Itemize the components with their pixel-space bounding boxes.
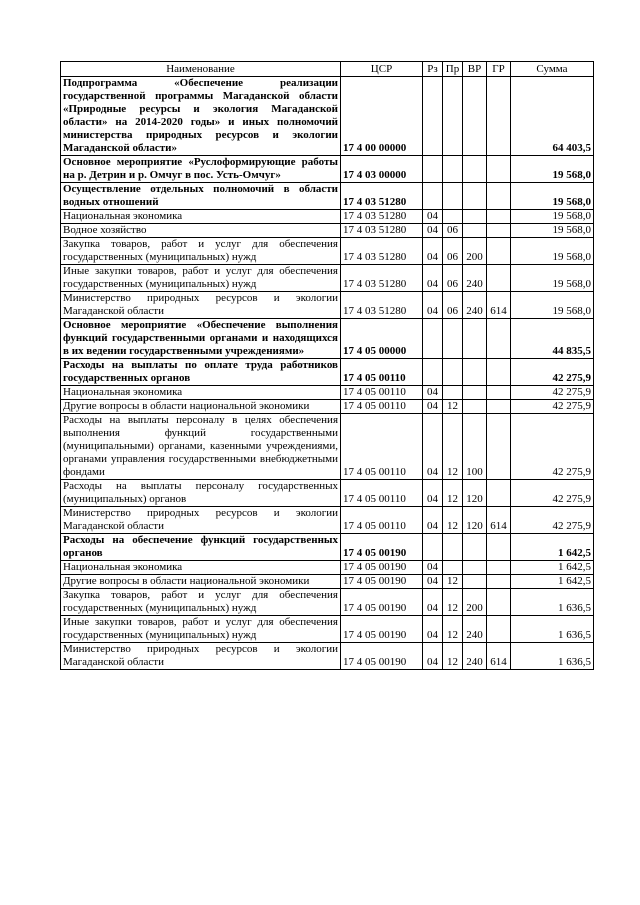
cell-csr: 17 4 05 00190: [341, 561, 423, 575]
table-row: [61, 534, 594, 561]
cell-pr: [443, 77, 463, 156]
header-row: [61, 62, 594, 77]
cell-name: Закупка товаров, работ и услуг для обеспечения государственных (муниципальных) нужд: [61, 238, 341, 265]
cell-vr: [463, 224, 487, 238]
cell-gr: [487, 183, 511, 210]
cell-sum: 19 568,0: [511, 238, 594, 265]
table-row: [61, 616, 594, 643]
table-row: [61, 238, 594, 265]
cell-csr: 17 4 05 00110: [341, 480, 423, 507]
cell-csr: 17 4 03 51280: [341, 210, 423, 224]
table-row: [61, 643, 594, 670]
cell-sum: 42 275,9: [511, 414, 594, 480]
table-row: [61, 561, 594, 575]
cell-name: Основное мероприятие «Руслоформирующие работы на р. Детрин и р. Омчуг в пос. Усть-Омчуг»: [61, 156, 341, 183]
cell-rz: 04: [423, 575, 443, 589]
table-row: [61, 386, 594, 400]
table-row: [61, 77, 594, 156]
cell-rz: 04: [423, 265, 443, 292]
cell-gr: [487, 224, 511, 238]
cell-sum: 19 568,0: [511, 156, 594, 183]
cell-name: Министерство природных ресурсов и экологии Магаданской области: [61, 643, 341, 670]
cell-vr: 240: [463, 616, 487, 643]
col-header-vr: ВР: [463, 62, 487, 77]
cell-csr: 17 4 05 00000: [341, 319, 423, 359]
table-row: [61, 210, 594, 224]
cell-rz: 04: [423, 589, 443, 616]
cell-name: Закупка товаров, работ и услуг для обеспечения государственных (муниципальных) нужд: [61, 589, 341, 616]
cell-gr: [487, 589, 511, 616]
cell-sum: 42 275,9: [511, 480, 594, 507]
cell-name: Расходы на выплаты по оплате труда работников государственных органов: [61, 359, 341, 386]
cell-sum: 19 568,0: [511, 265, 594, 292]
cell-rz: 04: [423, 292, 443, 319]
cell-vr: [463, 400, 487, 414]
cell-sum: 19 568,0: [511, 183, 594, 210]
cell-rz: 04: [423, 210, 443, 224]
table-row: [61, 480, 594, 507]
budget-table: [60, 61, 594, 670]
cell-gr: [487, 561, 511, 575]
cell-pr: 12: [443, 414, 463, 480]
cell-gr: 614: [487, 292, 511, 319]
cell-rz: 04: [423, 238, 443, 265]
cell-pr: 12: [443, 643, 463, 670]
cell-csr: 17 4 05 00110: [341, 400, 423, 414]
cell-rz: [423, 359, 443, 386]
cell-csr: 17 4 05 00110: [341, 414, 423, 480]
cell-gr: 614: [487, 507, 511, 534]
cell-rz: 04: [423, 400, 443, 414]
cell-pr: 12: [443, 480, 463, 507]
cell-csr: 17 4 03 51280: [341, 265, 423, 292]
cell-rz: 04: [423, 224, 443, 238]
cell-csr: 17 4 03 51280: [341, 292, 423, 319]
cell-csr: 17 4 05 00110: [341, 386, 423, 400]
cell-name: Другие вопросы в области национальной экономики: [61, 400, 341, 414]
cell-vr: 240: [463, 265, 487, 292]
cell-name: Национальная экономика: [61, 561, 341, 575]
cell-pr: [443, 386, 463, 400]
cell-csr: 17 4 05 00190: [341, 643, 423, 670]
cell-pr: [443, 359, 463, 386]
cell-csr: 17 4 03 51280: [341, 224, 423, 238]
cell-pr: [443, 183, 463, 210]
cell-rz: [423, 77, 443, 156]
cell-csr: 17 4 03 51280: [341, 183, 423, 210]
col-header-gr: ГР: [487, 62, 511, 77]
cell-gr: [487, 77, 511, 156]
cell-rz: [423, 156, 443, 183]
cell-gr: [487, 319, 511, 359]
table-row: [61, 224, 594, 238]
cell-sum: 42 275,9: [511, 359, 594, 386]
cell-pr: [443, 156, 463, 183]
cell-csr: 17 4 05 00190: [341, 589, 423, 616]
table-row: [61, 265, 594, 292]
cell-vr: [463, 156, 487, 183]
cell-csr: 17 4 03 51280: [341, 238, 423, 265]
table-row: [61, 183, 594, 210]
cell-vr: 200: [463, 589, 487, 616]
cell-name: Расходы на выплаты персоналу в целях обеспечения выполнения функций государственными (муниципальными) органами, казенными учреждениями, органами управления государственными внебюджетными фондами: [61, 414, 341, 480]
col-header-csr: ЦСР: [341, 62, 423, 77]
cell-rz: 04: [423, 480, 443, 507]
cell-sum: 19 568,0: [511, 210, 594, 224]
cell-vr: 240: [463, 292, 487, 319]
cell-pr: [443, 210, 463, 224]
cell-sum: 19 568,0: [511, 292, 594, 319]
cell-gr: [487, 156, 511, 183]
cell-vr: [463, 77, 487, 156]
cell-pr: 12: [443, 589, 463, 616]
cell-vr: 240: [463, 643, 487, 670]
cell-sum: 1 636,5: [511, 589, 594, 616]
table-row: [61, 292, 594, 319]
col-header-rz: Рз: [423, 62, 443, 77]
cell-pr: 06: [443, 224, 463, 238]
cell-name: Национальная экономика: [61, 210, 341, 224]
cell-vr: [463, 319, 487, 359]
cell-pr: 12: [443, 575, 463, 589]
table-row: [61, 575, 594, 589]
cell-gr: [487, 480, 511, 507]
cell-sum: 1 636,5: [511, 643, 594, 670]
cell-gr: [487, 400, 511, 414]
cell-name: Водное хозяйство: [61, 224, 341, 238]
cell-csr: 17 4 03 00000: [341, 156, 423, 183]
cell-sum: 42 275,9: [511, 507, 594, 534]
cell-vr: [463, 561, 487, 575]
cell-pr: 12: [443, 400, 463, 414]
cell-pr: 12: [443, 616, 463, 643]
cell-vr: 100: [463, 414, 487, 480]
cell-csr: 17 4 00 00000: [341, 77, 423, 156]
cell-rz: [423, 319, 443, 359]
cell-vr: [463, 534, 487, 561]
cell-pr: 06: [443, 238, 463, 265]
table-row: [61, 400, 594, 414]
cell-name: Осуществление отдельных полномочий в области водных отношений: [61, 183, 341, 210]
col-header-pr: Пр: [443, 62, 463, 77]
cell-name: Подпрограмма «Обеспечение реализации государственной программы Магаданской области «Природные ресурсы и экология Магаданской области» на 2014-2020 годы» и иных полномочий министерства природных ресурсов и экологии Магаданской области»: [61, 77, 341, 156]
cell-rz: 04: [423, 643, 443, 670]
cell-pr: [443, 534, 463, 561]
cell-sum: 1 642,5: [511, 561, 594, 575]
cell-rz: [423, 183, 443, 210]
cell-name: Другие вопросы в области национальной экономики: [61, 575, 341, 589]
col-header-sum: Сумма: [511, 62, 594, 77]
cell-gr: [487, 386, 511, 400]
cell-rz: 04: [423, 507, 443, 534]
cell-sum: 1 636,5: [511, 616, 594, 643]
table-row: [61, 507, 594, 534]
table-row: [61, 156, 594, 183]
cell-sum: 64 403,5: [511, 77, 594, 156]
cell-csr: 17 4 05 00190: [341, 534, 423, 561]
cell-vr: [463, 210, 487, 224]
cell-rz: 04: [423, 616, 443, 643]
cell-rz: 04: [423, 561, 443, 575]
cell-csr: 17 4 05 00110: [341, 359, 423, 386]
cell-gr: [487, 534, 511, 561]
cell-csr: 17 4 05 00190: [341, 575, 423, 589]
cell-rz: 04: [423, 386, 443, 400]
cell-name: Министерство природных ресурсов и экологии Магаданской области: [61, 507, 341, 534]
cell-vr: 120: [463, 507, 487, 534]
table-row: [61, 319, 594, 359]
cell-rz: [423, 534, 443, 561]
cell-vr: [463, 183, 487, 210]
cell-vr: [463, 575, 487, 589]
cell-name: Иные закупки товаров, работ и услуг для обеспечения государственных (муниципальных) нужд: [61, 265, 341, 292]
cell-gr: 614: [487, 643, 511, 670]
cell-csr: 17 4 05 00110: [341, 507, 423, 534]
cell-gr: [487, 575, 511, 589]
cell-vr: [463, 386, 487, 400]
cell-gr: [487, 210, 511, 224]
cell-sum: 1 642,5: [511, 575, 594, 589]
cell-pr: 12: [443, 507, 463, 534]
cell-name: Расходы на обеспечение функций государственных органов: [61, 534, 341, 561]
cell-vr: 120: [463, 480, 487, 507]
table-row: [61, 589, 594, 616]
cell-name: Национальная экономика: [61, 386, 341, 400]
cell-sum: 44 835,5: [511, 319, 594, 359]
col-header-name: Наименование: [61, 62, 341, 77]
cell-pr: [443, 319, 463, 359]
cell-gr: [487, 265, 511, 292]
cell-sum: 42 275,9: [511, 386, 594, 400]
cell-rz: 04: [423, 414, 443, 480]
cell-name: Расходы на выплаты персоналу государственных (муниципальных) органов: [61, 480, 341, 507]
cell-name: Иные закупки товаров, работ и услуг для обеспечения государственных (муниципальных) нужд: [61, 616, 341, 643]
table-row: [61, 414, 594, 480]
cell-sum: 1 642,5: [511, 534, 594, 561]
cell-pr: 06: [443, 292, 463, 319]
cell-sum: 42 275,9: [511, 400, 594, 414]
cell-sum: 19 568,0: [511, 224, 594, 238]
cell-pr: [443, 561, 463, 575]
cell-csr: 17 4 05 00190: [341, 616, 423, 643]
cell-gr: [487, 414, 511, 480]
table-row: [61, 359, 594, 386]
cell-gr: [487, 238, 511, 265]
cell-gr: [487, 616, 511, 643]
cell-pr: 06: [443, 265, 463, 292]
cell-name: Министерство природных ресурсов и экологии Магаданской области: [61, 292, 341, 319]
cell-vr: [463, 359, 487, 386]
cell-vr: 200: [463, 238, 487, 265]
cell-name: Основное мероприятие «Обеспечение выполнения функций государственными органами и находящихся в их ведении государственными учреждениями»: [61, 319, 341, 359]
cell-gr: [487, 359, 511, 386]
